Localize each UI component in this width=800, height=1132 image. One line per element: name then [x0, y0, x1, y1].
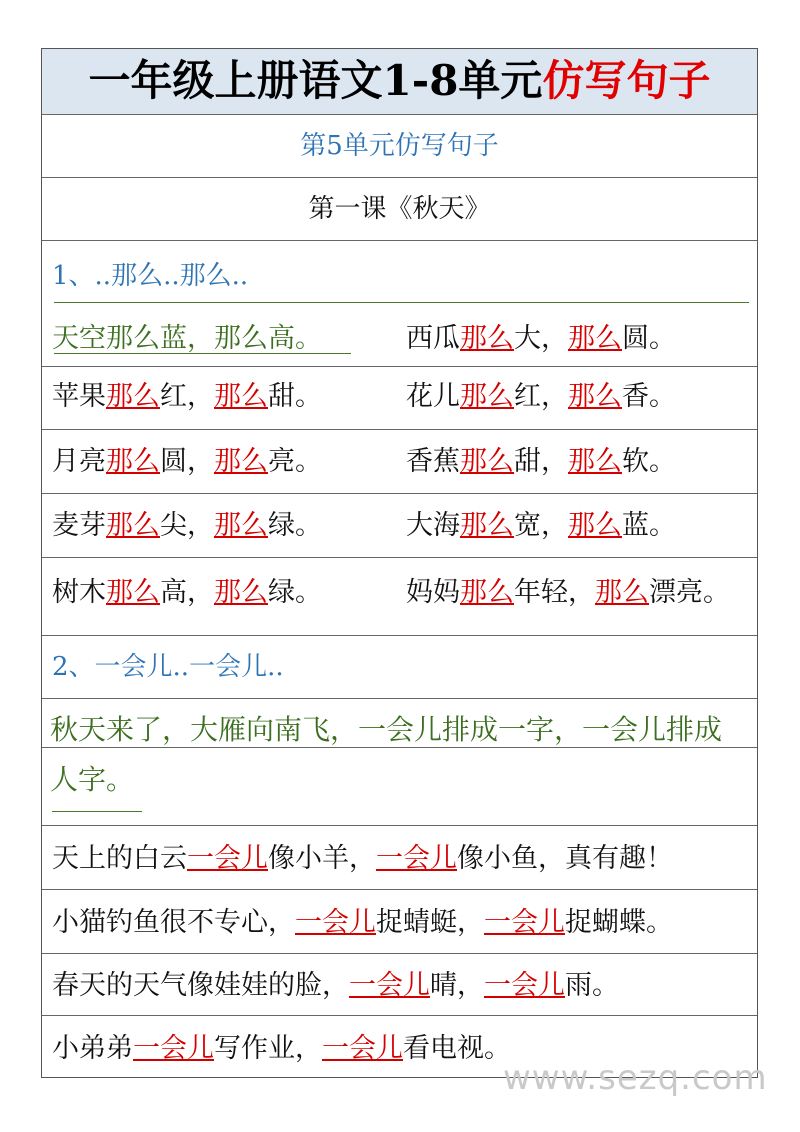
keyword: 一会儿 [133, 1033, 214, 1064]
word: 捉蜻蜓， [376, 907, 484, 938]
word: 甜。 [268, 381, 322, 412]
keyword: 那么 [214, 381, 268, 412]
word: 尖， [160, 510, 214, 541]
sentence-right [406, 494, 676, 558]
word: 捉蝴蝶。 [565, 907, 673, 938]
word: 花儿 [406, 381, 460, 412]
word: 红， [514, 381, 568, 412]
keyword: 一会儿 [376, 843, 457, 874]
keyword: 那么 [214, 510, 268, 541]
word: 红， [160, 381, 214, 412]
keyword: 那么 [106, 381, 160, 412]
word: 写作业， [214, 1033, 322, 1064]
word: 看电视。 [403, 1033, 511, 1064]
word: 树木 [52, 577, 106, 608]
word: 圆， [160, 446, 214, 477]
table-row [42, 430, 757, 494]
word: 大海 [406, 510, 460, 541]
word: 小猫钓鱼很不专心， [52, 907, 295, 938]
unit-heading: 第5单元仿写句子 [42, 115, 757, 178]
sentence-right [406, 367, 676, 427]
keyword: 那么 [460, 446, 514, 477]
section1-heading: 1、..那么..那么.. [52, 261, 249, 291]
keyword: 一会儿 [295, 907, 376, 938]
keyword: 那么 [595, 577, 649, 608]
word: 麦芽 [52, 510, 106, 541]
keyword: 一会儿 [322, 1033, 403, 1064]
section2-heading: 2、一会儿..一会儿.. [42, 636, 757, 699]
word: 蓝。 [622, 510, 676, 541]
worksheet-table [41, 48, 758, 1078]
lesson-heading: 第一课《秋天》 [42, 178, 757, 241]
section1-rule [54, 302, 749, 303]
word: 绿。 [268, 510, 322, 541]
word: 软。 [622, 446, 676, 477]
word: 春天的天气像娃娃的脸， [52, 970, 349, 1001]
keyword: 一会儿 [484, 907, 565, 938]
keyword: 那么 [568, 323, 622, 354]
word: 苹果 [52, 381, 106, 412]
section2-example-line2: 人字。 [42, 748, 757, 826]
word: 年轻， [514, 577, 595, 608]
table-row [42, 890, 757, 954]
keyword: 一会儿 [187, 843, 268, 874]
word: 妈妈 [406, 577, 460, 608]
title-text: 一年级上册语文1-8单元 [88, 56, 543, 105]
example-underline [52, 811, 142, 812]
word: 晴， [430, 970, 484, 1001]
word: 月亮 [52, 446, 106, 477]
word: 天上的白云 [52, 843, 187, 874]
word: 漂亮。 [649, 577, 730, 608]
word: 香。 [622, 381, 676, 412]
word: 甜， [514, 446, 568, 477]
page-title [42, 49, 757, 115]
example-underline [54, 353, 351, 354]
keyword: 那么 [214, 577, 268, 608]
section2-example-line1: 秋天来了，大雁向南飞，一会儿排成一字，一会儿排成 [42, 699, 757, 748]
sentence-left [52, 494, 322, 558]
keyword: 那么 [568, 510, 622, 541]
keyword: 那么 [568, 381, 622, 412]
word: 宽， [514, 510, 568, 541]
table-row [42, 367, 757, 430]
sentence-right [406, 430, 676, 494]
keyword: 那么 [460, 577, 514, 608]
sentence-right [406, 558, 730, 628]
sentence-left [52, 558, 322, 628]
word: 小弟弟 [52, 1033, 133, 1064]
keyword: 那么 [106, 510, 160, 541]
section1-example-right [406, 304, 676, 374]
keyword: 那么 [460, 510, 514, 541]
watermark: www.sezq.com [503, 1058, 768, 1098]
word: 香蕉 [406, 446, 460, 477]
title-highlight: 仿写句子 [542, 56, 711, 105]
section1-example-row [42, 304, 757, 367]
section1-example-left: 天空那么蓝，那么高。 [52, 323, 322, 354]
word: 亮。 [268, 446, 322, 477]
word: 圆。 [622, 323, 676, 354]
keyword: 那么 [106, 577, 160, 608]
keyword: 那么 [568, 446, 622, 477]
table-row [42, 954, 757, 1016]
table-row [42, 494, 757, 558]
word: 像小羊， [268, 843, 376, 874]
keyword: 一会儿 [349, 970, 430, 1001]
keyword: 那么 [106, 446, 160, 477]
keyword: 那么 [460, 323, 514, 354]
keyword: 一会儿 [484, 970, 565, 1001]
word: 西瓜 [406, 323, 460, 354]
word: 绿。 [268, 577, 322, 608]
sentence-left [52, 430, 322, 494]
word: 像小鱼，真有趣！ [457, 843, 673, 874]
keyword: 那么 [214, 446, 268, 477]
keyword: 那么 [460, 381, 514, 412]
table-row [42, 826, 757, 890]
word: 雨。 [565, 970, 619, 1001]
table-row [42, 558, 757, 636]
sentence-left [52, 367, 322, 427]
word: 大， [514, 323, 568, 354]
word: 高， [160, 577, 214, 608]
